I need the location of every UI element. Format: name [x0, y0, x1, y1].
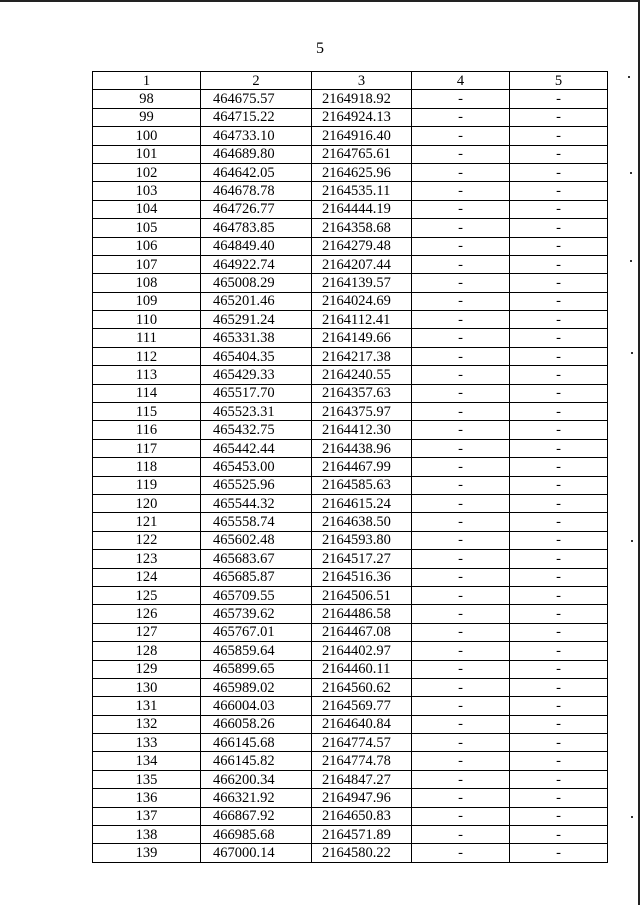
column-5-cell: -	[510, 789, 608, 807]
page-number: 5	[316, 40, 324, 57]
column-5-cell: -	[510, 531, 608, 549]
y-coordinate-cell: 2164569.77	[312, 697, 412, 715]
y-coordinate-cell: 2164774.57	[312, 734, 412, 752]
table-row	[93, 108, 608, 126]
column-4-cell: -	[412, 384, 510, 402]
table-row	[93, 145, 608, 163]
column-4-cell: -	[412, 476, 510, 494]
point-number-cell: 101	[93, 145, 201, 163]
y-coordinate-cell: 2164149.66	[312, 329, 412, 347]
scan-speck	[631, 352, 633, 354]
y-coordinate-cell: 2164580.22	[312, 844, 412, 862]
y-coordinate-cell: 2164444.19	[312, 200, 412, 218]
column-4-cell: -	[412, 274, 510, 292]
table-row	[93, 347, 608, 365]
column-4-cell: -	[412, 403, 510, 421]
y-coordinate-cell: 2164650.83	[312, 807, 412, 825]
column-5-cell: -	[510, 255, 608, 273]
column-5-cell: -	[510, 826, 608, 844]
x-coordinate-cell: 465544.32	[201, 494, 312, 512]
point-number-cell: 112	[93, 347, 201, 365]
column-4-cell: -	[412, 108, 510, 126]
column-4-cell: -	[412, 494, 510, 512]
column-header-5: 5	[510, 72, 608, 90]
column-5-cell: -	[510, 550, 608, 568]
column-4-cell: -	[412, 200, 510, 218]
column-5-cell: -	[510, 200, 608, 218]
column-5-cell: -	[510, 237, 608, 255]
column-5-cell: -	[510, 770, 608, 788]
x-coordinate-cell: 465685.87	[201, 568, 312, 586]
y-coordinate-cell: 2164139.57	[312, 274, 412, 292]
point-number-cell: 99	[93, 108, 201, 126]
point-number-cell: 127	[93, 623, 201, 641]
x-coordinate-cell: 465008.29	[201, 274, 312, 292]
point-number-cell: 130	[93, 678, 201, 696]
point-number-cell: 131	[93, 697, 201, 715]
y-coordinate-cell: 2164467.99	[312, 458, 412, 476]
y-coordinate-cell: 2164467.08	[312, 623, 412, 641]
column-5-cell: -	[510, 127, 608, 145]
y-coordinate-cell: 2164207.44	[312, 255, 412, 273]
y-coordinate-cell: 2164947.96	[312, 789, 412, 807]
column-5-cell: -	[510, 513, 608, 531]
table-row	[93, 182, 608, 200]
scan-speck	[631, 540, 633, 542]
column-5-cell: -	[510, 366, 608, 384]
x-coordinate-cell: 465517.70	[201, 384, 312, 402]
column-4-cell: -	[412, 311, 510, 329]
column-5-cell: -	[510, 494, 608, 512]
column-4-cell: -	[412, 734, 510, 752]
x-coordinate-cell: 465453.00	[201, 458, 312, 476]
column-5-cell: -	[510, 586, 608, 604]
y-coordinate-cell: 2164460.11	[312, 660, 412, 678]
table-row	[93, 366, 608, 384]
column-4-cell: -	[412, 623, 510, 641]
point-number-cell: 125	[93, 586, 201, 604]
column-4-cell: -	[412, 715, 510, 733]
column-5-cell: -	[510, 403, 608, 421]
point-number-cell: 115	[93, 403, 201, 421]
point-number-cell: 120	[93, 494, 201, 512]
y-coordinate-cell: 2164625.96	[312, 163, 412, 181]
point-number-cell: 103	[93, 182, 201, 200]
table-row	[93, 789, 608, 807]
scan-border-top	[0, 0, 640, 2]
x-coordinate-cell: 465331.38	[201, 329, 312, 347]
y-coordinate-cell: 2164535.11	[312, 182, 412, 200]
column-4-cell: -	[412, 366, 510, 384]
x-coordinate-cell: 465201.46	[201, 292, 312, 310]
x-coordinate-cell: 466004.03	[201, 697, 312, 715]
table-header-row	[93, 72, 608, 90]
x-coordinate-cell: 466058.26	[201, 715, 312, 733]
y-coordinate-cell: 2164412.30	[312, 421, 412, 439]
y-coordinate-cell: 2164924.13	[312, 108, 412, 126]
column-4-cell: -	[412, 458, 510, 476]
column-4-cell: -	[412, 439, 510, 457]
x-coordinate-cell: 466867.92	[201, 807, 312, 825]
column-header-4: 4	[412, 72, 510, 90]
point-number-cell: 139	[93, 844, 201, 862]
y-coordinate-cell: 2164638.50	[312, 513, 412, 531]
column-4-cell: -	[412, 255, 510, 273]
x-coordinate-cell: 466145.82	[201, 752, 312, 770]
column-4-cell: -	[412, 844, 510, 862]
column-4-cell: -	[412, 789, 510, 807]
point-number-cell: 119	[93, 476, 201, 494]
y-coordinate-cell: 2164217.38	[312, 347, 412, 365]
column-header-3: 3	[312, 72, 412, 90]
point-number-cell: 137	[93, 807, 201, 825]
point-number-cell: 129	[93, 660, 201, 678]
column-5-cell: -	[510, 642, 608, 660]
point-number-cell: 111	[93, 329, 201, 347]
column-4-cell: -	[412, 219, 510, 237]
x-coordinate-cell: 465525.96	[201, 476, 312, 494]
x-coordinate-cell: 464689.80	[201, 145, 312, 163]
column-5-cell: -	[510, 752, 608, 770]
y-coordinate-cell: 2164517.27	[312, 550, 412, 568]
point-number-cell: 114	[93, 384, 201, 402]
point-number-cell: 102	[93, 163, 201, 181]
table-row	[93, 826, 608, 844]
column-5-cell: -	[510, 292, 608, 310]
column-4-cell: -	[412, 237, 510, 255]
table-row	[93, 255, 608, 273]
x-coordinate-cell: 465558.74	[201, 513, 312, 531]
column-4-cell: -	[412, 660, 510, 678]
x-coordinate-cell: 465859.64	[201, 642, 312, 660]
y-coordinate-cell: 2164847.27	[312, 770, 412, 788]
table-row	[93, 531, 608, 549]
y-coordinate-cell: 2164765.61	[312, 145, 412, 163]
column-4-cell: -	[412, 642, 510, 660]
column-header-1: 1	[93, 72, 201, 90]
column-5-cell: -	[510, 734, 608, 752]
column-5-cell: -	[510, 347, 608, 365]
x-coordinate-cell: 466200.34	[201, 770, 312, 788]
table-row	[93, 163, 608, 181]
column-5-cell: -	[510, 145, 608, 163]
column-header-2: 2	[201, 72, 312, 90]
column-5-cell: -	[510, 623, 608, 641]
x-coordinate-cell: 464733.10	[201, 127, 312, 145]
column-5-cell: -	[510, 476, 608, 494]
x-coordinate-cell: 464642.05	[201, 163, 312, 181]
y-coordinate-cell: 2164402.97	[312, 642, 412, 660]
point-number-cell: 123	[93, 550, 201, 568]
column-4-cell: -	[412, 347, 510, 365]
column-5-cell: -	[510, 274, 608, 292]
x-coordinate-cell: 464726.77	[201, 200, 312, 218]
y-coordinate-cell: 2164357.63	[312, 384, 412, 402]
y-coordinate-cell: 2164560.62	[312, 678, 412, 696]
column-5-cell: -	[510, 182, 608, 200]
y-coordinate-cell: 2164640.84	[312, 715, 412, 733]
column-4-cell: -	[412, 752, 510, 770]
column-5-cell: -	[510, 660, 608, 678]
column-4-cell: -	[412, 826, 510, 844]
point-number-cell: 132	[93, 715, 201, 733]
point-number-cell: 104	[93, 200, 201, 218]
table-row	[93, 127, 608, 145]
column-5-cell: -	[510, 421, 608, 439]
column-4-cell: -	[412, 697, 510, 715]
point-number-cell: 134	[93, 752, 201, 770]
x-coordinate-cell: 465404.35	[201, 347, 312, 365]
point-number-cell: 136	[93, 789, 201, 807]
table-row	[93, 274, 608, 292]
point-number-cell: 110	[93, 311, 201, 329]
column-5-cell: -	[510, 384, 608, 402]
y-coordinate-cell: 2164358.68	[312, 219, 412, 237]
scan-speck	[630, 260, 632, 262]
table-row	[93, 219, 608, 237]
table-row	[93, 623, 608, 641]
table-row	[93, 292, 608, 310]
x-coordinate-cell: 465739.62	[201, 605, 312, 623]
column-5-cell: -	[510, 568, 608, 586]
column-4-cell: -	[412, 329, 510, 347]
y-coordinate-cell: 2164774.78	[312, 752, 412, 770]
x-coordinate-cell: 465429.33	[201, 366, 312, 384]
x-coordinate-cell: 466321.92	[201, 789, 312, 807]
column-5-cell: -	[510, 605, 608, 623]
table-row	[93, 421, 608, 439]
x-coordinate-cell: 464783.85	[201, 219, 312, 237]
x-coordinate-cell: 464849.40	[201, 237, 312, 255]
table-body	[93, 90, 608, 862]
column-4-cell: -	[412, 531, 510, 549]
column-5-cell: -	[510, 697, 608, 715]
table-row	[93, 90, 608, 108]
table-row	[93, 697, 608, 715]
column-4-cell: -	[412, 90, 510, 108]
point-number-cell: 100	[93, 127, 201, 145]
x-coordinate-cell: 465709.55	[201, 586, 312, 604]
point-number-cell: 109	[93, 292, 201, 310]
table-row	[93, 660, 608, 678]
table-row	[93, 384, 608, 402]
table-row	[93, 458, 608, 476]
x-coordinate-cell: 465432.75	[201, 421, 312, 439]
point-number-cell: 117	[93, 439, 201, 457]
column-5-cell: -	[510, 678, 608, 696]
scan-speck	[630, 172, 632, 174]
table-row	[93, 550, 608, 568]
x-coordinate-cell: 466985.68	[201, 826, 312, 844]
point-number-cell: 108	[93, 274, 201, 292]
y-coordinate-cell: 2164615.24	[312, 494, 412, 512]
column-4-cell: -	[412, 145, 510, 163]
point-number-cell: 113	[93, 366, 201, 384]
x-coordinate-cell: 465523.31	[201, 403, 312, 421]
x-coordinate-cell: 464675.57	[201, 90, 312, 108]
table-row	[93, 586, 608, 604]
column-5-cell: -	[510, 458, 608, 476]
column-4-cell: -	[412, 586, 510, 604]
x-coordinate-cell: 464715.22	[201, 108, 312, 126]
table-row	[93, 752, 608, 770]
y-coordinate-cell: 2164918.92	[312, 90, 412, 108]
x-coordinate-cell: 464922.74	[201, 255, 312, 273]
table-row	[93, 715, 608, 733]
x-coordinate-cell: 465989.02	[201, 678, 312, 696]
column-4-cell: -	[412, 182, 510, 200]
x-coordinate-cell: 465767.01	[201, 623, 312, 641]
column-4-cell: -	[412, 421, 510, 439]
point-number-cell: 126	[93, 605, 201, 623]
table-row	[93, 439, 608, 457]
table-row	[93, 513, 608, 531]
y-coordinate-cell: 2164240.55	[312, 366, 412, 384]
column-4-cell: -	[412, 550, 510, 568]
column-4-cell: -	[412, 292, 510, 310]
x-coordinate-cell: 465899.65	[201, 660, 312, 678]
column-5-cell: -	[510, 844, 608, 862]
column-4-cell: -	[412, 163, 510, 181]
point-number-cell: 124	[93, 568, 201, 586]
y-coordinate-cell: 2164024.69	[312, 292, 412, 310]
point-number-cell: 138	[93, 826, 201, 844]
y-coordinate-cell: 2164438.96	[312, 439, 412, 457]
column-4-cell: -	[412, 807, 510, 825]
y-coordinate-cell: 2164486.58	[312, 605, 412, 623]
point-number-cell: 122	[93, 531, 201, 549]
column-5-cell: -	[510, 439, 608, 457]
column-5-cell: -	[510, 807, 608, 825]
point-number-cell: 121	[93, 513, 201, 531]
table-row	[93, 494, 608, 512]
column-5-cell: -	[510, 329, 608, 347]
point-number-cell: 128	[93, 642, 201, 660]
y-coordinate-cell: 2164916.40	[312, 127, 412, 145]
table-row	[93, 734, 608, 752]
point-number-cell: 105	[93, 219, 201, 237]
table-row	[93, 329, 608, 347]
point-number-cell: 135	[93, 770, 201, 788]
column-4-cell: -	[412, 678, 510, 696]
x-coordinate-cell: 465602.48	[201, 531, 312, 549]
table-row	[93, 311, 608, 329]
point-number-cell: 118	[93, 458, 201, 476]
column-5-cell: -	[510, 715, 608, 733]
column-4-cell: -	[412, 605, 510, 623]
y-coordinate-cell: 2164279.48	[312, 237, 412, 255]
table-row	[93, 807, 608, 825]
y-coordinate-cell: 2164375.97	[312, 403, 412, 421]
point-number-cell: 107	[93, 255, 201, 273]
x-coordinate-cell: 464678.78	[201, 182, 312, 200]
point-number-cell: 116	[93, 421, 201, 439]
x-coordinate-cell: 467000.14	[201, 844, 312, 862]
point-number-cell: 106	[93, 237, 201, 255]
table-row	[93, 200, 608, 218]
column-5-cell: -	[510, 108, 608, 126]
table-row	[93, 568, 608, 586]
table-row	[93, 678, 608, 696]
y-coordinate-cell: 2164516.36	[312, 568, 412, 586]
y-coordinate-cell: 2164585.63	[312, 476, 412, 494]
point-number-cell: 133	[93, 734, 201, 752]
column-5-cell: -	[510, 311, 608, 329]
column-4-cell: -	[412, 770, 510, 788]
column-5-cell: -	[510, 219, 608, 237]
table-row	[93, 605, 608, 623]
x-coordinate-cell: 465442.44	[201, 439, 312, 457]
table-row	[93, 237, 608, 255]
x-coordinate-cell: 465683.67	[201, 550, 312, 568]
scan-speck	[628, 76, 630, 78]
table-row	[93, 844, 608, 862]
y-coordinate-cell: 2164506.51	[312, 586, 412, 604]
table-row	[93, 770, 608, 788]
coordinates-table	[92, 71, 608, 863]
y-coordinate-cell: 2164571.89	[312, 826, 412, 844]
y-coordinate-cell: 2164112.41	[312, 311, 412, 329]
column-5-cell: -	[510, 163, 608, 181]
y-coordinate-cell: 2164593.80	[312, 531, 412, 549]
column-4-cell: -	[412, 568, 510, 586]
table-row	[93, 642, 608, 660]
table-row	[93, 403, 608, 421]
table-row	[93, 476, 608, 494]
column-4-cell: -	[412, 127, 510, 145]
column-5-cell: -	[510, 90, 608, 108]
x-coordinate-cell: 466145.68	[201, 734, 312, 752]
scan-speck	[631, 816, 633, 818]
x-coordinate-cell: 465291.24	[201, 311, 312, 329]
point-number-cell: 98	[93, 90, 201, 108]
column-4-cell: -	[412, 513, 510, 531]
